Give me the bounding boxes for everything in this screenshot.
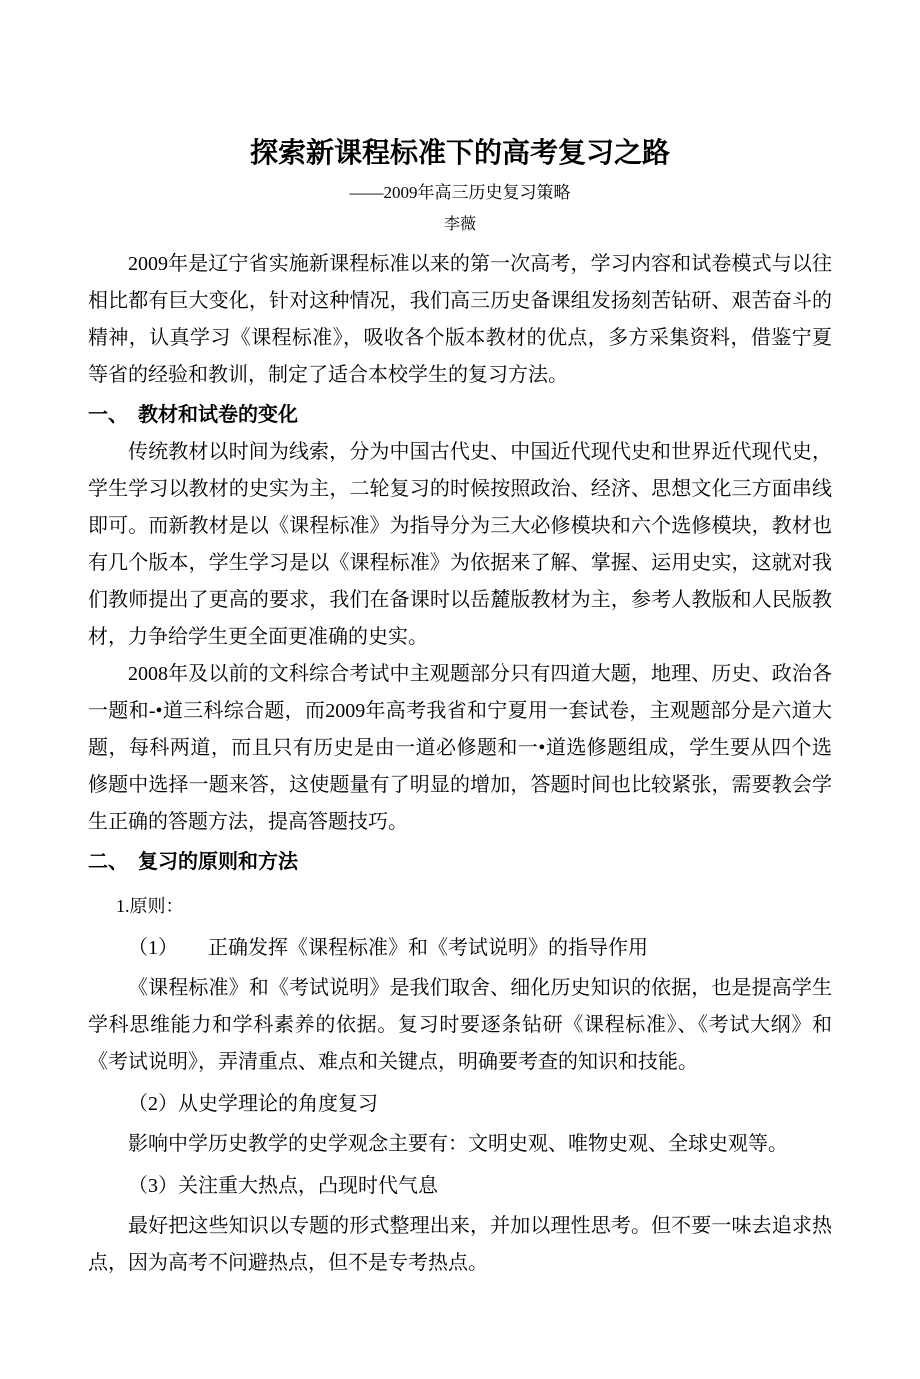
document-subtitle: ——2009年高三历史复习策略 [349, 183, 571, 202]
principle-item1-title: （1） 正确发挥《课程标准》和《考试说明》的指导作用 [128, 937, 648, 959]
principle-item1-body: 《课程标准》和《考试说明》是我们取舍、细化历史知识的依据，也是提高学生学科思维能力和学科素养的依据。复习时要逐条钻研《课程标准》、《考试大纲》和《考试说明》，弄清重点、难点和关键点，明确要考查的知识和技能。 [88, 977, 832, 1073]
principles-label: 1.原则： [116, 896, 184, 916]
section2-heading: 二、 复习的原则和方法 [88, 851, 298, 873]
intro-paragraph: 2009年是辽宁省实施新课程标准以来的第一次高考，学习内容和试卷模式与以往相比都有巨大变化，针对这种情况，我们高三历史备课组发扬刻苦钻研、艰苦奋斗的精神，认真学习《课程标准》，吸收各个版本教材的优点，多方采集资料，借鉴宁夏等省的经验和教训，制定了适合本校学生的复习方法。 [88, 253, 832, 386]
section1-heading: 一、 教材和试卷的变化 [88, 404, 298, 426]
document-author: 李薇 [443, 216, 476, 233]
document-title: 探索新课程标准下的高考复习之路 [249, 138, 670, 169]
section1-paragraph-2: 2008年及以前的文科综合考试中主观题部分只有四道大题，地理、历史、政治各一题和-•道三科综合题，而2009年高考我省和宁夏用一套试卷，主观题部分是六道大题，每科两道，而且只有历史是由一道必修题和一•道选修题组成，学生要从四个选修题中选择一题来答，这使题量有了明显的增加，答题时间也比较紧张，需要教会学生正确的答题方法，提高答题技巧。 [88, 663, 832, 833]
principle-item3-body: 最好把这些知识以专题的形式整理出来，并加以理性思考。但不要一味去追求热点，因为高考不问避热点，但不是专考热点。 [88, 1215, 832, 1274]
section1-paragraph-1: 传统教材以时间为线索，分为中国古代史、中国近代现代史和世界近代现代史，学生学习以教材的史实为主，二轮复习的时候按照政治、经济、思想文化三方面串线即可。而新教材是以《课程标准》为指导分为三大必修模块和六个选修模块，教材也有几个版本，学生学习是以《课程标准》为依据来了解、掌握、运用史实，这就对我们教师提出了更高的要求，我们在备课时以岳麓版教材为主，参考人教版和人民版教材，力争给学生更全面更准确的史实。 [88, 441, 832, 648]
principle-item2-title: （2）从史学理论的角度复习 [128, 1093, 378, 1115]
principle-item3-title: （3）关注重大热点，凸现时代气息 [128, 1175, 438, 1197]
principle-item2-body: 影响中学历史教学的史学观念主要有：文明史观、唯物史观、全球史观等。 [128, 1133, 788, 1155]
